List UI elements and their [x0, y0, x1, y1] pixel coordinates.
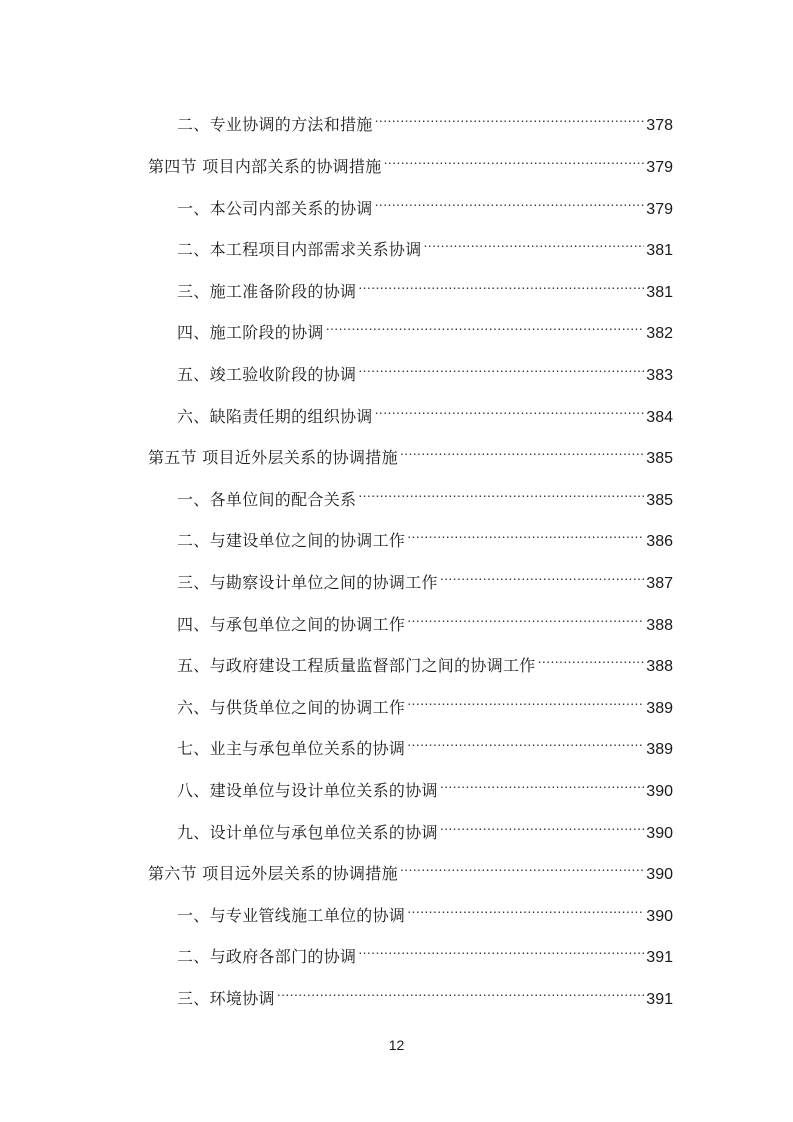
toc-leader-dots: [375, 396, 645, 422]
toc-leader-dots: [440, 562, 644, 588]
toc-leader-dots: [358, 354, 644, 380]
toc-entry-title: 九、设计单位与承包单位关系的协调: [177, 823, 438, 842]
page-number: 12: [388, 1037, 405, 1053]
toc-entry-title: 一、本公司内部关系的协调: [177, 199, 373, 218]
toc-entry-page: 390: [646, 866, 673, 883]
toc-entry-page: 391: [646, 991, 673, 1008]
toc-entry-page: 383: [646, 367, 673, 384]
toc-leader-dots: [440, 812, 644, 838]
toc-entry-title: 四、与承包单位之间的协调工作: [177, 615, 406, 634]
toc-leader-dots: [407, 604, 644, 630]
toc-entry-title: 五、竣工验收阶段的协调: [177, 365, 357, 384]
toc-entry-page: 378: [646, 117, 673, 134]
toc-entry-title: 七、业主与承包单位关系的协调: [177, 739, 406, 758]
toc-entry: [177, 812, 673, 842]
toc-entry: [177, 271, 673, 301]
toc-entry-title: 三、环境协调: [177, 989, 275, 1008]
toc-entry-title: 六、与供货单位之间的协调工作: [177, 698, 406, 717]
toc-entry-page: 388: [646, 617, 673, 634]
toc-entry-title: 二、与政府各部门的协调: [177, 947, 357, 966]
toc-entry-page: 390: [646, 908, 673, 925]
toc-leader-dots: [358, 271, 644, 297]
toc-leader-dots: [407, 895, 644, 921]
toc-entry-page: 379: [646, 201, 673, 218]
toc-entry-page: 386: [646, 533, 673, 550]
toc-entry-title: 二、专业协调的方法和措施: [177, 115, 373, 134]
toc-entry: [177, 396, 673, 426]
toc-entry-title: 三、与勘察设计单位之间的协调工作: [177, 573, 438, 592]
toc-entry-page: 379: [646, 159, 673, 176]
toc-entry: [177, 479, 673, 509]
toc-entry-title: 四、施工阶段的协调: [177, 323, 324, 342]
toc-entry-title: 第六节 项目远外层关系的协调措施: [148, 864, 398, 883]
toc-leader-dots: [358, 936, 644, 962]
toc-entry: [177, 728, 673, 758]
toc-entry-title: 第五节 项目近外层关系的协调措施: [148, 448, 398, 467]
toc-entry: [148, 853, 673, 883]
toc-leader-dots: [407, 687, 644, 713]
toc-entry-page: 381: [646, 284, 673, 301]
toc-entry-page: 391: [646, 949, 673, 966]
toc-entry-page: 382: [646, 325, 673, 342]
toc-entry-title: 八、建设单位与设计单位关系的协调: [177, 781, 438, 800]
toc-entry-page: 385: [646, 450, 673, 467]
toc-leader-dots: [384, 146, 645, 172]
toc-entry: [148, 146, 673, 176]
toc-entry-page: 385: [646, 492, 673, 509]
toc-leader-dots: [407, 728, 644, 754]
toc-entry: [177, 645, 673, 675]
toc-entry-title: 第四节 项目内部关系的协调措施: [148, 157, 382, 176]
toc-leader-dots: [375, 188, 645, 214]
toc-leader-dots: [538, 645, 645, 671]
toc-entry: [177, 895, 673, 925]
toc-entry: [177, 312, 673, 342]
toc-leader-dots: [400, 437, 644, 463]
toc-entry-title: 五、与政府建设工程质量监督部门之间的协调工作: [177, 656, 536, 675]
toc-entry-title: 六、缺陷责任期的组织协调: [177, 407, 373, 426]
toc-entry-title: 三、施工准备阶段的协调: [177, 282, 357, 301]
toc-entry-page: 390: [646, 825, 673, 842]
toc-leader-dots: [424, 229, 645, 255]
toc-entry-page: 388: [646, 658, 673, 675]
toc-entry: [177, 936, 673, 966]
toc-entry: [177, 770, 673, 800]
toc-entry: [177, 687, 673, 717]
toc-leader-dots: [358, 479, 644, 505]
toc-entry: [177, 188, 673, 218]
toc-entry-title: 一、与专业管线施工单位的协调: [177, 906, 406, 925]
toc-entry-page: 381: [646, 242, 673, 259]
toc-entry: [177, 978, 673, 1008]
toc-entry-page: 389: [646, 741, 673, 758]
toc-entry: [177, 229, 673, 259]
toc-entry: [177, 104, 673, 134]
toc-leader-dots: [400, 853, 644, 879]
toc-entry-page: 387: [646, 575, 673, 592]
toc-leader-dots: [440, 770, 644, 796]
toc-entry-title: 一、各单位间的配合关系: [177, 490, 357, 509]
toc-entry-title: 二、与建设单位之间的协调工作: [177, 531, 406, 550]
toc-entry: [177, 604, 673, 634]
toc-entry: [148, 437, 673, 467]
toc-entry: [177, 562, 673, 592]
toc-entry: [177, 354, 673, 384]
toc-entry-title: 二、本工程项目内部需求关系协调: [177, 240, 422, 259]
toc-entry-page: 390: [646, 783, 673, 800]
toc-entry: [177, 520, 673, 550]
toc-entry-page: 384: [646, 409, 673, 426]
toc-entry-page: 389: [646, 700, 673, 717]
toc-leader-dots: [326, 312, 645, 338]
toc-leader-dots: [407, 520, 644, 546]
toc-leader-dots: [277, 978, 644, 1004]
toc-leader-dots: [375, 104, 645, 130]
